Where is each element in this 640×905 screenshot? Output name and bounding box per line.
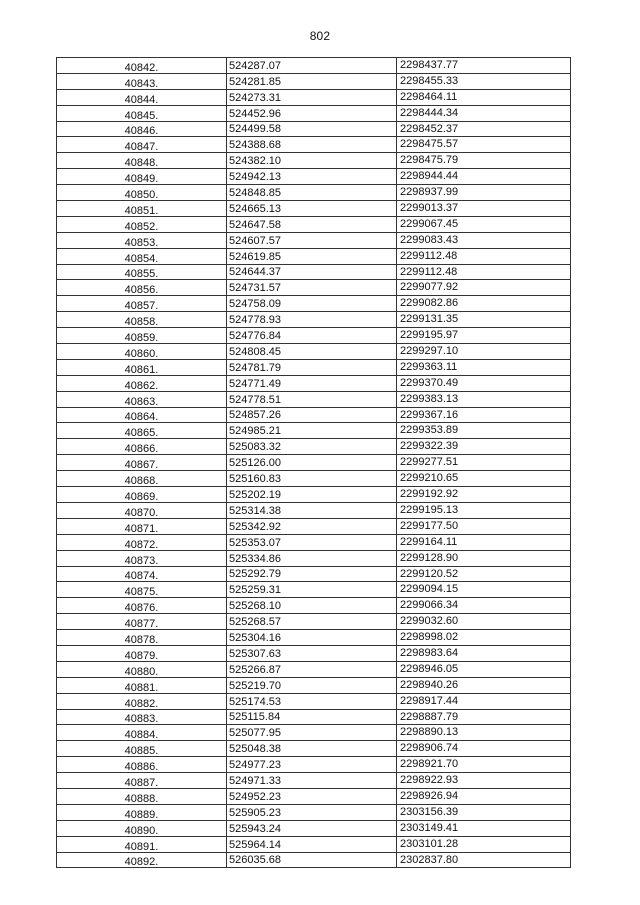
point-number: 40866. xyxy=(124,443,159,455)
table-row xyxy=(57,58,571,74)
x-coordinate-cell: 524731.57 xyxy=(227,280,397,296)
point-number: 40849. xyxy=(124,173,159,185)
y-coordinate-cell: 2299131.35 xyxy=(397,312,571,328)
point-number: 40861. xyxy=(124,363,159,376)
point-number-cell xyxy=(57,836,227,852)
point-number: 40844. xyxy=(124,93,159,106)
point-number: 40873. xyxy=(124,554,159,566)
table-row xyxy=(57,216,571,232)
x-coordinate-cell: 524778.93 xyxy=(227,312,397,328)
y-coordinate-cell: 2299195.97 xyxy=(397,328,571,344)
table-row xyxy=(57,852,571,868)
x-coordinate-cell: 525268.10 xyxy=(227,598,397,614)
y-coordinate-cell: 2298937.99 xyxy=(397,185,571,201)
coordinates-table xyxy=(56,57,571,868)
y-coordinate-cell: 2299370.49 xyxy=(397,375,571,391)
table-row xyxy=(57,232,571,248)
point-number-cell xyxy=(57,741,227,757)
point-number-cell xyxy=(57,757,227,773)
y-coordinate-cell: 2303149.41 xyxy=(397,820,571,836)
point-number-cell xyxy=(57,455,227,471)
point-number: 40870. xyxy=(124,506,159,519)
point-number-cell xyxy=(57,820,227,836)
point-number: 40872. xyxy=(124,538,159,551)
table-row xyxy=(57,741,571,757)
table-row xyxy=(57,487,571,503)
y-coordinate-cell: 2299013.37 xyxy=(397,201,571,217)
point-number: 40882. xyxy=(124,697,159,710)
point-number: 40859. xyxy=(124,332,159,344)
y-coordinate-cell: 2298444.34 xyxy=(397,105,571,121)
point-number-cell xyxy=(57,248,227,264)
y-coordinate-cell: 2299077.92 xyxy=(397,280,571,296)
table-row xyxy=(57,518,571,534)
table-row xyxy=(57,645,571,661)
x-coordinate-cell: 525174.53 xyxy=(227,693,397,709)
y-coordinate-cell: 2299322.39 xyxy=(397,439,571,455)
y-coordinate-cell: 2298437.77 xyxy=(397,58,571,74)
y-coordinate-cell: 2299094.15 xyxy=(397,582,571,598)
y-coordinate-cell: 2303101.28 xyxy=(397,836,571,852)
table-row xyxy=(57,423,571,439)
x-coordinate-cell: 525334.86 xyxy=(227,550,397,566)
point-number: 40884. xyxy=(124,729,159,741)
y-coordinate-cell: 2298906.74 xyxy=(397,741,571,757)
x-coordinate-cell: 524287.07 xyxy=(227,58,397,74)
y-coordinate-cell: 2298917.44 xyxy=(397,693,571,709)
table-row xyxy=(57,137,571,153)
table-row xyxy=(57,773,571,789)
x-coordinate-cell: 524665.13 xyxy=(227,201,397,217)
table-row xyxy=(57,359,571,375)
y-coordinate-cell: 2298475.79 xyxy=(397,153,571,169)
y-coordinate-cell: 2299082.86 xyxy=(397,296,571,312)
x-coordinate-cell: 524273.31 xyxy=(227,89,397,105)
table-row xyxy=(57,185,571,201)
point-number-cell xyxy=(57,121,227,137)
point-number-cell xyxy=(57,518,227,534)
point-number-cell xyxy=(57,280,227,296)
point-number-cell xyxy=(57,614,227,630)
point-number: 40888. xyxy=(124,792,159,805)
y-coordinate-cell: 2298983.64 xyxy=(397,645,571,661)
table-row xyxy=(57,375,571,391)
table-row xyxy=(57,153,571,169)
point-number-cell xyxy=(57,645,227,661)
x-coordinate-cell: 525905.23 xyxy=(227,804,397,820)
point-number: 40843. xyxy=(124,77,159,90)
y-coordinate-cell: 2299067.45 xyxy=(397,216,571,232)
point-number: 40889. xyxy=(124,808,159,821)
x-coordinate-cell: 525353.07 xyxy=(227,534,397,550)
y-coordinate-cell: 2298464.11 xyxy=(397,89,571,105)
y-coordinate-cell: 2299210.65 xyxy=(397,471,571,487)
point-number: 40875. xyxy=(124,586,159,598)
point-number: 40853. xyxy=(124,236,159,249)
point-number: 40879. xyxy=(124,649,159,662)
y-coordinate-cell: 2299353.89 xyxy=(397,423,571,439)
table-row xyxy=(57,582,571,598)
point-number-cell xyxy=(57,312,227,328)
point-number-cell xyxy=(57,471,227,487)
page-number: 802 xyxy=(309,29,331,43)
table-row xyxy=(57,264,571,280)
point-number-cell xyxy=(57,582,227,598)
point-number: 40878. xyxy=(124,633,159,646)
point-number: 40885. xyxy=(124,745,159,757)
table-row xyxy=(57,407,571,423)
point-number-cell xyxy=(57,391,227,407)
x-coordinate-cell: 524382.10 xyxy=(227,153,397,169)
point-number: 40892. xyxy=(124,856,159,868)
table-row xyxy=(57,804,571,820)
x-coordinate-cell: 525266.87 xyxy=(227,661,397,677)
point-number-cell xyxy=(57,201,227,217)
table-row xyxy=(57,280,571,296)
table-row xyxy=(57,455,571,471)
table-row xyxy=(57,439,571,455)
point-number: 40842. xyxy=(124,61,159,74)
x-coordinate-cell: 525943.24 xyxy=(227,820,397,836)
point-number-cell xyxy=(57,804,227,820)
point-number-cell xyxy=(57,502,227,518)
point-number: 40863. xyxy=(124,395,159,408)
point-number-cell xyxy=(57,296,227,312)
point-number: 40846. xyxy=(124,125,159,137)
point-number-cell xyxy=(57,375,227,391)
point-number: 40876. xyxy=(124,602,159,614)
table-row xyxy=(57,566,571,582)
y-coordinate-cell: 2298455.33 xyxy=(397,73,571,89)
y-coordinate-cell: 2298940.26 xyxy=(397,677,571,693)
point-number-cell xyxy=(57,661,227,677)
x-coordinate-cell: 524971.33 xyxy=(227,773,397,789)
table-row xyxy=(57,788,571,804)
point-number: 40886. xyxy=(124,761,159,773)
x-coordinate-cell: 525259.31 xyxy=(227,582,397,598)
point-number-cell xyxy=(57,566,227,582)
table-row xyxy=(57,661,571,677)
point-number-cell xyxy=(57,598,227,614)
y-coordinate-cell: 2298946.05 xyxy=(397,661,571,677)
point-number-cell xyxy=(57,328,227,344)
table-row xyxy=(57,296,571,312)
x-coordinate-cell: 525268.57 xyxy=(227,614,397,630)
y-coordinate-cell: 2299164.11 xyxy=(397,534,571,550)
point-number: 40848. xyxy=(124,157,159,169)
point-number-cell xyxy=(57,185,227,201)
table-row xyxy=(57,344,571,360)
table-row xyxy=(57,550,571,566)
y-coordinate-cell: 2298926.94 xyxy=(397,788,571,804)
x-coordinate-cell: 524857.26 xyxy=(227,407,397,423)
table-row xyxy=(57,757,571,773)
point-number: 40850. xyxy=(124,189,159,201)
x-coordinate-cell: 524644.37 xyxy=(227,264,397,280)
y-coordinate-cell: 2302837.80 xyxy=(397,852,571,868)
x-coordinate-cell: 524388.68 xyxy=(227,137,397,153)
point-number: 40858. xyxy=(124,316,159,328)
table-row xyxy=(57,328,571,344)
y-coordinate-cell: 2303156.39 xyxy=(397,804,571,820)
point-number-cell xyxy=(57,630,227,646)
x-coordinate-cell: 524607.57 xyxy=(227,232,397,248)
y-coordinate-cell: 2299128.90 xyxy=(397,550,571,566)
point-number: 40845. xyxy=(124,109,159,122)
point-number: 40890. xyxy=(124,824,159,837)
point-number: 40887. xyxy=(124,776,159,789)
point-number: 40851. xyxy=(124,204,159,217)
table-row xyxy=(57,201,571,217)
x-coordinate-cell: 524942.13 xyxy=(227,169,397,185)
x-coordinate-cell: 524977.23 xyxy=(227,757,397,773)
point-number-cell xyxy=(57,359,227,375)
point-number: 40865. xyxy=(124,427,159,439)
point-number-cell xyxy=(57,725,227,741)
x-coordinate-cell: 525307.63 xyxy=(227,645,397,661)
point-number-cell xyxy=(57,709,227,725)
table-row xyxy=(57,391,571,407)
y-coordinate-cell: 2299363.11 xyxy=(397,359,571,375)
x-coordinate-cell: 525126.00 xyxy=(227,455,397,471)
point-number: 40856. xyxy=(124,284,159,296)
point-number-cell xyxy=(57,264,227,280)
x-coordinate-cell: 526035.68 xyxy=(227,852,397,868)
y-coordinate-cell: 2299367.16 xyxy=(397,407,571,423)
x-coordinate-cell: 525083.32 xyxy=(227,439,397,455)
y-coordinate-cell: 2298887.79 xyxy=(397,709,571,725)
y-coordinate-cell: 2299192.92 xyxy=(397,487,571,503)
x-coordinate-cell: 525115.84 xyxy=(227,709,397,725)
x-coordinate-cell: 524808.45 xyxy=(227,344,397,360)
x-coordinate-cell: 524781.79 xyxy=(227,359,397,375)
y-coordinate-cell: 2298998.02 xyxy=(397,630,571,646)
point-number-cell xyxy=(57,693,227,709)
y-coordinate-cell: 2299195.13 xyxy=(397,502,571,518)
x-coordinate-cell: 524776.84 xyxy=(227,328,397,344)
x-coordinate-cell: 525048.38 xyxy=(227,741,397,757)
point-number: 40877. xyxy=(124,618,159,630)
x-coordinate-cell: 524771.49 xyxy=(227,375,397,391)
x-coordinate-cell: 525077.95 xyxy=(227,725,397,741)
point-number-cell xyxy=(57,169,227,185)
x-coordinate-cell: 525964.14 xyxy=(227,836,397,852)
table-row xyxy=(57,534,571,550)
table-row xyxy=(57,471,571,487)
point-number-cell xyxy=(57,550,227,566)
x-coordinate-cell: 524778.51 xyxy=(227,391,397,407)
y-coordinate-cell: 2298475.57 xyxy=(397,137,571,153)
x-coordinate-cell: 524952.23 xyxy=(227,788,397,804)
table-row xyxy=(57,248,571,264)
point-number-cell xyxy=(57,153,227,169)
y-coordinate-cell: 2298921.70 xyxy=(397,757,571,773)
table-row xyxy=(57,820,571,836)
point-number: 40871. xyxy=(124,522,159,535)
point-number-cell xyxy=(57,73,227,89)
point-number: 40874. xyxy=(124,570,159,582)
point-number-cell xyxy=(57,89,227,105)
point-number: 40855. xyxy=(124,268,159,280)
x-coordinate-cell: 525202.19 xyxy=(227,487,397,503)
x-coordinate-cell: 524499.58 xyxy=(227,121,397,137)
y-coordinate-cell: 2299032.60 xyxy=(397,614,571,630)
point-number-cell xyxy=(57,58,227,74)
point-number: 40860. xyxy=(124,347,159,360)
table-row xyxy=(57,677,571,693)
y-coordinate-cell: 2299120.52 xyxy=(397,566,571,582)
point-number: 40852. xyxy=(124,220,159,233)
x-coordinate-cell: 525219.70 xyxy=(227,677,397,693)
y-coordinate-cell: 2299277.51 xyxy=(397,455,571,471)
x-coordinate-cell: 524619.85 xyxy=(227,248,397,264)
table-row xyxy=(57,614,571,630)
point-number: 40867. xyxy=(124,459,159,471)
table-row xyxy=(57,312,571,328)
table-row xyxy=(57,630,571,646)
point-number-cell xyxy=(57,423,227,439)
point-number-cell xyxy=(57,137,227,153)
x-coordinate-cell: 524452.96 xyxy=(227,105,397,121)
point-number-cell xyxy=(57,439,227,455)
table-row xyxy=(57,121,571,137)
point-number: 40847. xyxy=(124,141,159,153)
point-number: 40854. xyxy=(124,252,159,265)
y-coordinate-cell: 2298922.93 xyxy=(397,773,571,789)
y-coordinate-cell: 2299177.50 xyxy=(397,518,571,534)
x-coordinate-cell: 524848.85 xyxy=(227,185,397,201)
point-number: 40868. xyxy=(124,475,159,487)
x-coordinate-cell: 524758.09 xyxy=(227,296,397,312)
y-coordinate-cell: 2299112.48 xyxy=(397,248,571,264)
table-row xyxy=(57,169,571,185)
point-number-cell xyxy=(57,788,227,804)
point-number-cell xyxy=(57,344,227,360)
point-number: 40883. xyxy=(124,713,159,725)
x-coordinate-cell: 525314.38 xyxy=(227,502,397,518)
table-row xyxy=(57,693,571,709)
table-row xyxy=(57,709,571,725)
point-number-cell xyxy=(57,487,227,503)
point-number-cell xyxy=(57,407,227,423)
point-number: 40880. xyxy=(124,665,159,678)
point-number: 40881. xyxy=(124,681,159,694)
y-coordinate-cell: 2298452.37 xyxy=(397,121,571,137)
y-coordinate-cell: 2299383.13 xyxy=(397,391,571,407)
y-coordinate-cell: 2299297.10 xyxy=(397,344,571,360)
coordinates-table-body xyxy=(57,58,571,868)
point-number-cell xyxy=(57,677,227,693)
point-number-cell xyxy=(57,534,227,550)
x-coordinate-cell: 525342.92 xyxy=(227,518,397,534)
y-coordinate-cell: 2299066.34 xyxy=(397,598,571,614)
x-coordinate-cell: 525292.79 xyxy=(227,566,397,582)
table-row xyxy=(57,105,571,121)
point-number-cell xyxy=(57,852,227,868)
point-number-cell xyxy=(57,773,227,789)
point-number: 40869. xyxy=(124,490,159,503)
table-row xyxy=(57,598,571,614)
table-row xyxy=(57,89,571,105)
y-coordinate-cell: 2298890.13 xyxy=(397,725,571,741)
point-number: 40862. xyxy=(124,379,159,392)
point-number-cell xyxy=(57,105,227,121)
point-number: 40891. xyxy=(124,840,159,853)
point-number: 40864. xyxy=(124,411,159,423)
table-row xyxy=(57,502,571,518)
y-coordinate-cell: 2298944.44 xyxy=(397,169,571,185)
y-coordinate-cell: 2299083.43 xyxy=(397,232,571,248)
x-coordinate-cell: 524281.85 xyxy=(227,73,397,89)
x-coordinate-cell: 525160.83 xyxy=(227,471,397,487)
table-row xyxy=(57,73,571,89)
y-coordinate-cell: 2299112.48 xyxy=(397,264,571,280)
point-number-cell xyxy=(57,232,227,248)
x-coordinate-cell: 525304.16 xyxy=(227,630,397,646)
x-coordinate-cell: 524985.21 xyxy=(227,423,397,439)
point-number-cell xyxy=(57,216,227,232)
table-row xyxy=(57,725,571,741)
x-coordinate-cell: 524647.58 xyxy=(227,216,397,232)
table-row xyxy=(57,836,571,852)
point-number: 40857. xyxy=(124,300,159,312)
